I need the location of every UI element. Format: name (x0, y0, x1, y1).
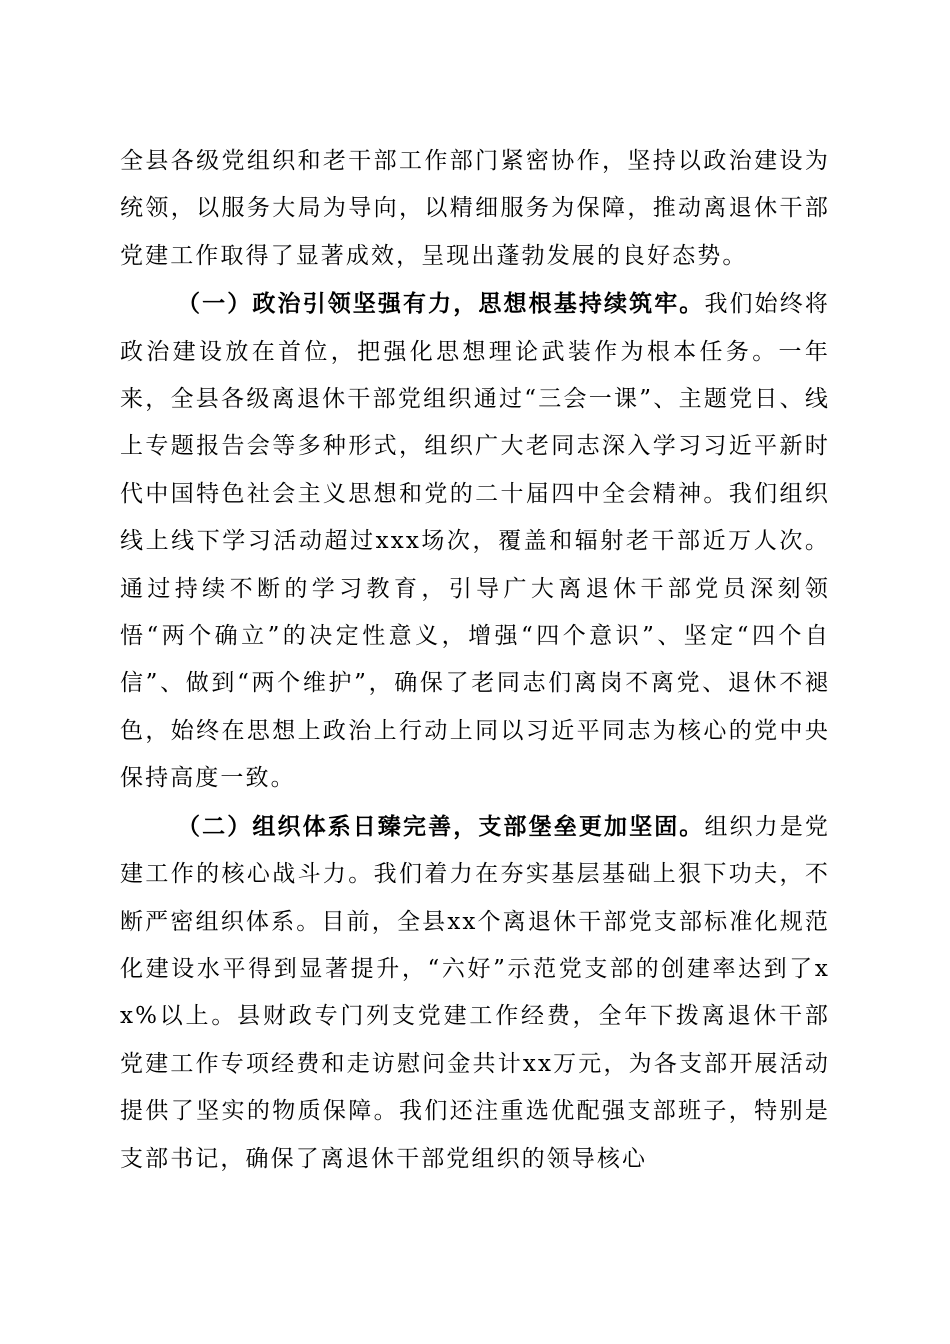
paragraph-section-1 (120, 280, 830, 802)
section-heading: （一）政治引领坚强有力，思想根基持续筑牢。 (177, 290, 705, 318)
paragraph-intro (120, 138, 830, 280)
paragraph-text: 全县各级党组织和老干部工作部门紧密协作，坚持以政治建设为统领，以服务大局为导向，以精细服务为保障，推动离退休干部党建工作取得了显著成效，呈现出蓬勃发展的良好态势。 (120, 148, 830, 269)
paragraph-text: 组织力是党建工作的核心战斗力。我们着力在夯实基层基础上狠下功夫，不断严密组织体系。目前，全县xx个离退休干部党支部标准化规范化建设水平得到显著提升，“六好”示范党支部的创建率达到了xx%以上。县财政专门列支党建工作经费，全年下拨离退休干部党建工作专项经费和走访慰问金共计xx万元，为各支部开展活动提供了坚实的物质保障。我们还注重选优配强支部班子，特别是支部书记，确保了离退休干部党组织的领导核心 (120, 813, 830, 1172)
section-heading: （二）组织体系日臻完善，支部堡垒更加坚固。 (177, 812, 705, 840)
paragraph-text: 我们始终将政治建设放在首位，把强化思想理论武装作为根本任务。一年来，全县各级离退休干部党组织通过“三会一课”、主题党日、线上专题报告会等多种形式，组织广大老同志深入学习习近平新时代中国特色社会主义思想和党的二十届四中全会精神。我们组织线上线下学习活动超过xxx场次，覆盖和辐射老干部近万人次。通过持续不断的学习教育，引导广大离退休干部党员深刻领悟“两个确立”的决定性意义，增强“四个意识”、坚定“四个自信”、做到“两个维护”，确保了老同志们离岗不离党、退休不褪色，始终在思想上政治上行动上同以习近平同志为核心的党中央保持高度一致。 (120, 291, 830, 792)
paragraph-section-2 (120, 803, 830, 1183)
document-body (120, 138, 830, 1183)
